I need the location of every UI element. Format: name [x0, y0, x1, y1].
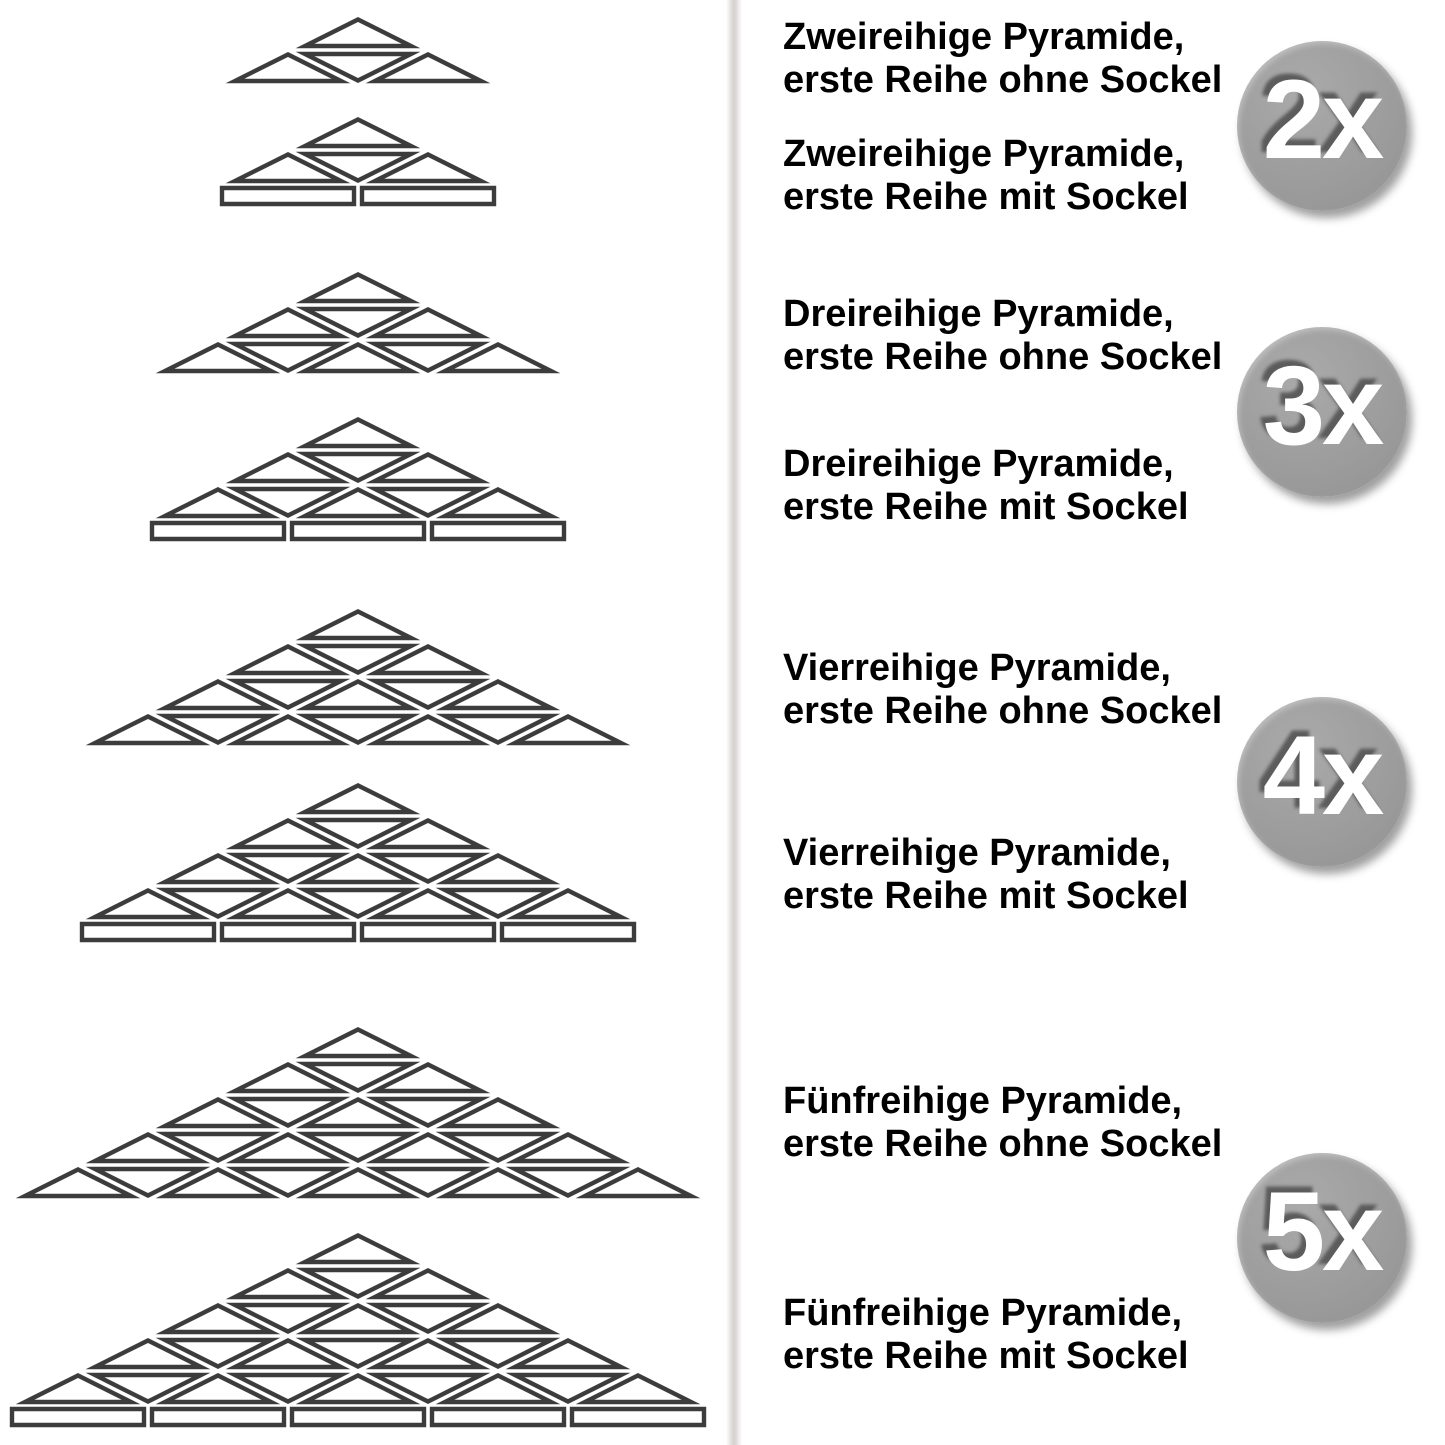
vertical-divider — [726, 0, 742, 1445]
badge-5x-label: 5x — [1262, 1168, 1382, 1294]
label-three-row-no-base — [783, 293, 1222, 379]
pyramid-tile — [292, 523, 424, 539]
pyramid-tile — [82, 924, 214, 940]
pyramid-two-row-no-base — [210, 7, 506, 93]
label-line: erste Reihe mit Sockel — [783, 1335, 1189, 1377]
pyramid-tile — [222, 188, 354, 204]
label-two-row-no-base — [783, 16, 1222, 102]
label-line: Zweireihige Pyramide, — [783, 16, 1185, 58]
badge-4x-label: 4x — [1262, 712, 1382, 838]
pyramid-tile — [305, 1029, 411, 1056]
label-line: erste Reihe ohne Sockel — [783, 59, 1223, 101]
pyramid-tile — [305, 119, 411, 146]
label-line: Vierreihige Pyramide, — [783, 647, 1171, 689]
label-five-row-with-base — [783, 1292, 1189, 1378]
label-line: erste Reihe mit Sockel — [783, 875, 1189, 917]
pyramid-tile — [152, 523, 284, 539]
pyramid-tile — [305, 611, 411, 638]
label-line: Vierreihige Pyramide, — [783, 832, 1171, 874]
pyramid-four-row-with-base — [70, 773, 646, 948]
badge-3x — [1237, 327, 1407, 497]
label-line: Fünfreihige Pyramide, — [783, 1080, 1183, 1122]
badge-4x — [1237, 697, 1407, 867]
pyramid-two-row-with-base — [210, 107, 506, 212]
pyramid-three-row-no-base — [140, 262, 576, 383]
label-line: Dreireihige Pyramide, — [783, 443, 1174, 485]
pyramid-tile — [222, 924, 354, 940]
badge-2x — [1237, 41, 1407, 211]
pyramid-tile — [12, 1409, 144, 1425]
pyramid-tile — [362, 188, 494, 204]
pyramid-four-row-no-base — [70, 599, 646, 755]
label-line: erste Reihe mit Sockel — [783, 176, 1189, 218]
pyramid-tile — [305, 785, 411, 812]
label-three-row-with-base — [783, 443, 1189, 529]
pyramid-tile — [305, 1235, 411, 1262]
badge-3x-label: 3x — [1262, 342, 1382, 468]
label-five-row-no-base — [783, 1080, 1222, 1166]
pyramid-tile — [292, 1409, 424, 1425]
pyramid-tile — [362, 924, 494, 940]
pyramid-tile — [305, 19, 411, 46]
pyramid-tile — [432, 523, 564, 539]
pyramid-tile — [502, 924, 634, 940]
label-line: erste Reihe ohne Sockel — [783, 1123, 1223, 1165]
pyramid-tile — [432, 1409, 564, 1425]
label-four-row-with-base — [783, 832, 1189, 918]
label-two-row-with-base — [783, 133, 1189, 219]
pyramid-tile — [305, 274, 411, 301]
pyramid-five-row-no-base — [0, 1017, 716, 1208]
badge-2x-label: 2x — [1262, 56, 1382, 182]
pyramid-five-row-with-base — [0, 1223, 716, 1433]
pyramid-tile — [152, 1409, 284, 1425]
pyramid-tile — [572, 1409, 704, 1425]
label-line: Dreireihige Pyramide, — [783, 293, 1174, 335]
pyramid-three-row-with-base — [140, 407, 576, 547]
label-four-row-no-base — [783, 647, 1222, 733]
label-line: Fünfreihige Pyramide, — [783, 1292, 1183, 1334]
label-line: erste Reihe ohne Sockel — [783, 336, 1223, 378]
label-line: Zweireihige Pyramide, — [783, 133, 1185, 175]
pyramid-tile — [305, 419, 411, 446]
label-line: erste Reihe mit Sockel — [783, 486, 1189, 528]
badge-5x — [1237, 1153, 1407, 1323]
label-line: erste Reihe ohne Sockel — [783, 690, 1223, 732]
